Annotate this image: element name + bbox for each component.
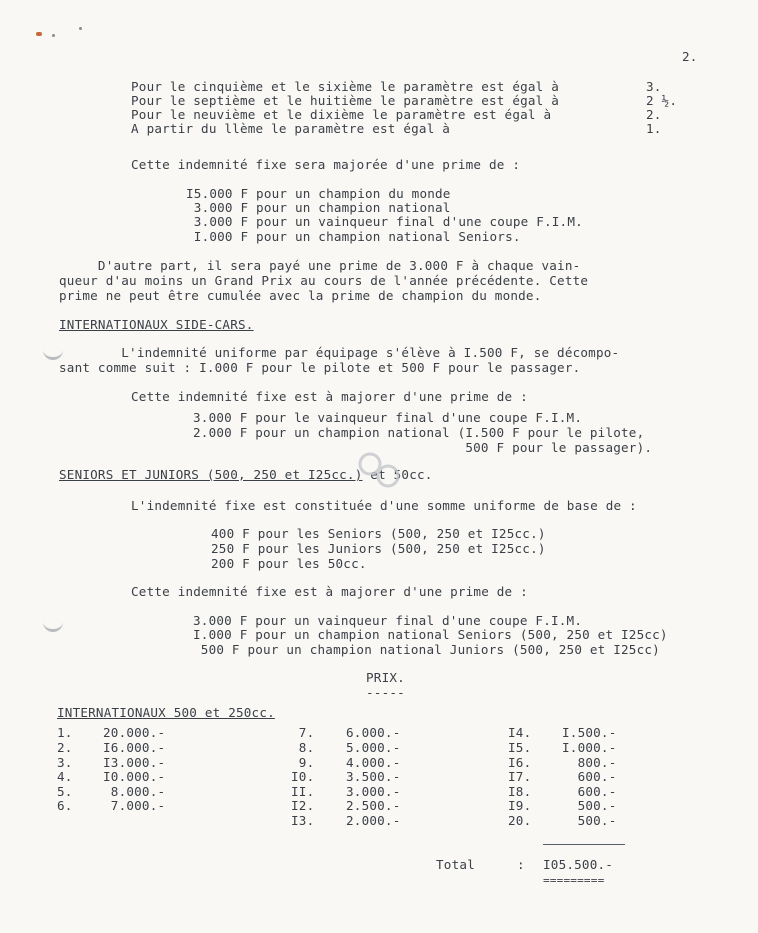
rank: 20.	[508, 813, 532, 828]
amount: 3.500.-	[346, 769, 401, 784]
rank: 7.	[291, 725, 315, 740]
total-separator: :	[517, 857, 525, 872]
rank: 3.	[57, 755, 73, 770]
amount: 4.000.-	[346, 755, 401, 770]
seniors-intro: L'indemnité fixe est constituée d'une somme uniforme de base de :	[131, 498, 637, 513]
gp-paragraph-line-3: prime ne peut être cumulée avec la prime de champion du monde.	[59, 288, 542, 303]
total-label: Total	[436, 857, 475, 872]
side-cars-intro: Cette indemnité fixe est à majorer d'une prime de :	[131, 389, 528, 404]
amount: 3.000.-	[346, 784, 401, 799]
ink-speck-2	[79, 27, 82, 30]
param-value-1: 3.	[646, 79, 662, 94]
ink-speck	[52, 34, 55, 37]
total-double-rule: =========	[543, 874, 605, 887]
rank: I3.	[291, 813, 315, 828]
rank: I7.	[508, 769, 532, 784]
rank: 9.	[291, 755, 315, 770]
seniors-base-2: 250 F pour les Juniors (500, 250 et I25cc.)	[211, 541, 546, 556]
amount: 7.000.-	[103, 798, 166, 813]
side-cars-prime-1: 3.000 F pour le vainqueur final d'une coupe F.I.M.	[193, 410, 583, 425]
param-line-3: Pour le neuvième et le dixième le paramètre est égal à	[131, 107, 552, 122]
prime-intro: Cette indemnité fixe sera majorée d'une prime de :	[131, 157, 521, 172]
amount: 5.000.-	[346, 740, 401, 755]
rank: 4.	[57, 769, 73, 784]
amount: I3.000.-	[103, 755, 166, 770]
amount: 500.-	[562, 798, 617, 813]
seniors-juniors-heading-tail: et 50cc.	[362, 467, 433, 482]
seniors-prime-2: I.000 F pour un champion national Seniors (500, 250 et I25cc)	[193, 627, 668, 642]
seniors-juniors-heading-main: SENIORS ET JUNIORS (500, 250 et I25cc.)	[59, 467, 363, 482]
seniors-prime-1: 3.000 F pour un vainqueur final d'une coupe F.I.M.	[193, 613, 583, 628]
side-cars-para-line-2: sant comme suit : I.000 F pour le pilote et 500 F pour le passager.	[59, 360, 581, 375]
prix-title: PRIX.	[366, 670, 405, 685]
amount: 8.000.-	[103, 784, 166, 799]
rust-mark	[36, 32, 42, 36]
rank: I5.	[508, 740, 532, 755]
prime-solo-1: I5.000 F pour un champion du monde	[186, 186, 451, 201]
param-value-3: 2.	[646, 107, 662, 122]
prime-solo-3: 3.000 F pour un vainqueur final d'une coupe F.I.M.	[186, 214, 583, 229]
side-cars-para-line-1: L'indemnité uniforme par équipage s'élève à I.500 F, se décompo-	[59, 345, 620, 360]
rank: 1.	[57, 725, 73, 740]
amount: 500.-	[562, 813, 617, 828]
amount: I.500.-	[562, 725, 617, 740]
prime-solo-4: I.000 F pour un champion national Seniors.	[186, 229, 521, 244]
amount: I.000.-	[562, 740, 617, 755]
side-cars-prime-3: 500 F pour le passager).	[193, 440, 653, 455]
amount: 6.000.-	[346, 725, 401, 740]
amount: 600.-	[562, 784, 617, 799]
rank: 2.	[57, 740, 73, 755]
rank: I8.	[508, 784, 532, 799]
param-value-4: 1.	[646, 121, 662, 136]
amount: 2.500.-	[346, 798, 401, 813]
prix-heading: INTERNATIONAUX 500 et 250cc.	[57, 705, 275, 720]
amount: I6.000.-	[103, 740, 166, 755]
rank: I6.	[508, 755, 532, 770]
rank: I4.	[508, 725, 532, 740]
amount: 2.000.-	[346, 813, 401, 828]
seniors-prime-intro: Cette indemnité fixe est à majorer d'une prime de :	[131, 584, 528, 599]
prix-title-underline: -----	[366, 685, 405, 700]
amount: 20.000.-	[103, 725, 166, 740]
gp-paragraph-line-1: D'autre part, il sera payé une prime de 3.000 F à chaque vain-	[59, 258, 581, 273]
side-cars-heading: INTERNATIONAUX SIDE-CARS.	[59, 317, 254, 332]
seniors-base-1: 400 F pour les Seniors (500, 250 et I25cc.)	[211, 526, 546, 541]
amount: 600.-	[562, 769, 617, 784]
punch-hole-2	[43, 617, 63, 632]
gp-paragraph-line-2: queur d'au moins un Grand Prix au cours de l'année précédente. Cette	[59, 273, 589, 288]
rank: II.	[291, 784, 315, 799]
param-line-2: Pour le septième et le huitième le paramètre est égal à	[131, 93, 560, 108]
rank: 8.	[291, 740, 315, 755]
seniors-base-3: 200 F pour les 50cc.	[211, 556, 367, 571]
page-number: 2.	[682, 49, 698, 64]
rank: I2.	[291, 798, 315, 813]
stamp-graphic	[356, 450, 402, 490]
param-value-2: 2 ½.	[646, 93, 678, 108]
prime-solo-2: 3.000 F pour un champion national	[186, 200, 451, 215]
seniors-prime-3: 500 F pour un champion national Juniors (500, 250 et I25cc)	[193, 642, 660, 657]
param-line-1: Pour le cinquième et le sixième le paramètre est égal à	[131, 79, 560, 94]
total-value: I05.500.-	[543, 857, 614, 872]
watermark-stamp	[356, 450, 402, 490]
param-line-4: A partir du llème le paramètre est égal à	[131, 121, 451, 136]
amount: 800.-	[562, 755, 617, 770]
amount: I0.000.-	[103, 769, 166, 784]
rank: 6.	[57, 798, 73, 813]
rank: 5.	[57, 784, 73, 799]
rank: I0.	[291, 769, 315, 784]
side-cars-prime-2: 2.000 F pour un champion national (I.500 F pour le pilote,	[193, 425, 645, 440]
rank: I9.	[508, 798, 532, 813]
total-rule	[543, 844, 625, 845]
